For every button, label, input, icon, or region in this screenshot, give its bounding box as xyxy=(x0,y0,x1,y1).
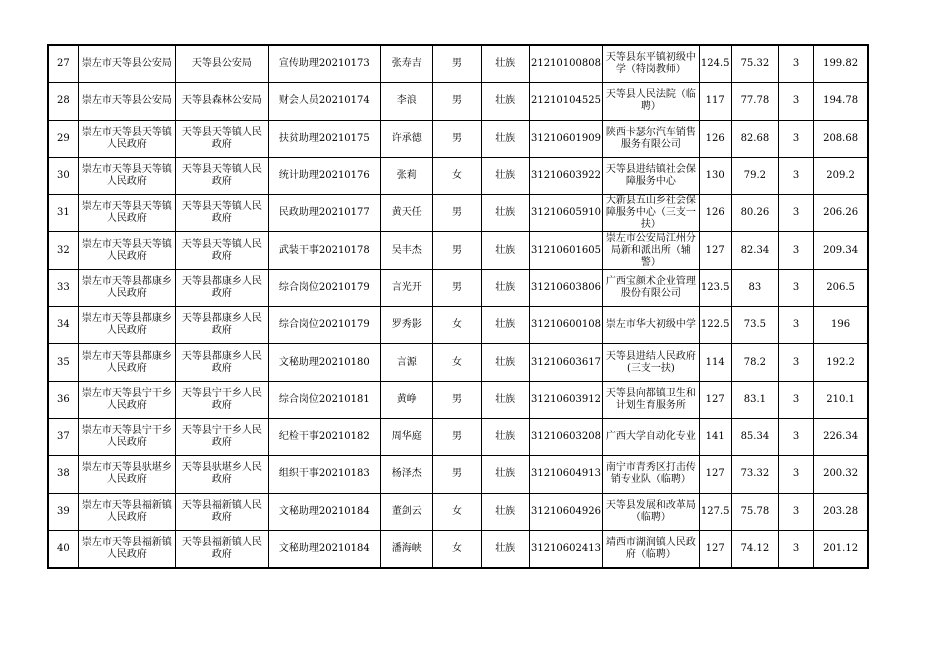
cell-total-score: 203.28 xyxy=(814,493,868,530)
cell-recruiting-unit: 崇左市天等县宁干乡人民政府 xyxy=(78,418,175,455)
cell-bonus-points: 3 xyxy=(779,269,814,306)
cell-written-score: 126 xyxy=(699,120,731,157)
cell-employing-unit: 天等县天等镇人民政府 xyxy=(176,157,268,194)
cell-gender: 男 xyxy=(433,381,481,418)
cell-row-number: 33 xyxy=(48,269,78,306)
cell-recruiting-unit: 崇左市天等县天等镇人民政府 xyxy=(78,157,175,194)
cell-employing-unit: 天等县宁干乡人民政府 xyxy=(176,418,268,455)
cell-exam-number: 31210601909 xyxy=(529,120,602,157)
cell-exam-number: 21210104525 xyxy=(529,83,602,120)
cell-exam-number: 31210605910 xyxy=(529,195,602,232)
cell-ethnicity: 壮族 xyxy=(481,232,529,269)
cell-row-number: 37 xyxy=(48,418,78,455)
cell-work-unit: 天等县东平镇初级中学（特岗教师） xyxy=(603,45,699,83)
cell-employing-unit: 天等县福新镇人民政府 xyxy=(176,530,268,568)
cell-total-score: 192.2 xyxy=(814,344,868,381)
cell-position-code: 文秘助理20210184 xyxy=(268,530,381,568)
cell-exam-number: 31210603208 xyxy=(529,418,602,455)
cell-position-code: 综合岗位20210179 xyxy=(268,307,381,344)
cell-gender: 男 xyxy=(433,418,481,455)
cell-exam-number: 31210603617 xyxy=(529,344,602,381)
cell-gender: 男 xyxy=(433,195,481,232)
cell-candidate-name: 潘海峡 xyxy=(381,530,433,568)
cell-position-code: 统计助理20210176 xyxy=(268,157,381,194)
cell-recruiting-unit: 崇左市天等县都康乡人民政府 xyxy=(78,269,175,306)
cell-employing-unit: 天等县都康乡人民政府 xyxy=(176,307,268,344)
cell-total-score: 209.2 xyxy=(814,157,868,194)
cell-candidate-name: 言光开 xyxy=(381,269,433,306)
table-row xyxy=(48,418,868,455)
cell-interview-score: 73.32 xyxy=(731,456,778,493)
cell-employing-unit: 天等县宁干乡人民政府 xyxy=(176,381,268,418)
cell-ethnicity: 壮族 xyxy=(481,120,529,157)
cell-written-score: 122.5 xyxy=(699,307,731,344)
cell-row-number: 27 xyxy=(48,45,78,83)
cell-recruiting-unit: 崇左市天等县都康乡人民政府 xyxy=(78,307,175,344)
cell-interview-score: 75.32 xyxy=(731,45,778,83)
cell-bonus-points: 3 xyxy=(779,493,814,530)
cell-employing-unit: 天等县福新镇人民政府 xyxy=(176,493,268,530)
table-row xyxy=(48,269,868,306)
cell-ethnicity: 壮族 xyxy=(481,530,529,568)
table-row xyxy=(48,530,868,568)
cell-row-number: 35 xyxy=(48,344,78,381)
cell-gender: 男 xyxy=(433,269,481,306)
cell-bonus-points: 3 xyxy=(779,195,814,232)
cell-gender: 女 xyxy=(433,493,481,530)
cell-candidate-name: 黄峥 xyxy=(381,381,433,418)
cell-candidate-name: 许承德 xyxy=(381,120,433,157)
cell-ethnicity: 壮族 xyxy=(481,307,529,344)
cell-work-unit: 陕西卡瑟尔汽车销售服务有限公司 xyxy=(603,120,699,157)
cell-gender: 女 xyxy=(433,344,481,381)
cell-exam-number: 31210603806 xyxy=(529,269,602,306)
cell-employing-unit: 天等县天等镇人民政府 xyxy=(176,195,268,232)
cell-ethnicity: 壮族 xyxy=(481,493,529,530)
cell-total-score: 196 xyxy=(814,307,868,344)
cell-candidate-name: 李浪 xyxy=(381,83,433,120)
cell-work-unit: 广西宝颜术企业管理股份有限公司 xyxy=(603,269,699,306)
cell-employing-unit: 天等县天等镇人民政府 xyxy=(176,232,268,269)
cell-position-code: 宣传助理20210173 xyxy=(268,45,381,83)
cell-recruiting-unit: 崇左市天等县天等镇人民政府 xyxy=(78,232,175,269)
cell-total-score: 226.34 xyxy=(814,418,868,455)
cell-ethnicity: 壮族 xyxy=(481,344,529,381)
cell-written-score: 130 xyxy=(699,157,731,194)
cell-ethnicity: 壮族 xyxy=(481,83,529,120)
cell-employing-unit: 天等县都康乡人民政府 xyxy=(176,269,268,306)
cell-work-unit: 广西大学自动化专业 xyxy=(603,418,699,455)
cell-bonus-points: 3 xyxy=(779,530,814,568)
cell-gender: 男 xyxy=(433,456,481,493)
cell-row-number: 40 xyxy=(48,530,78,568)
cell-total-score: 208.68 xyxy=(814,120,868,157)
cell-recruiting-unit: 崇左市天等县福新镇人民政府 xyxy=(78,530,175,568)
cell-exam-number: 31210604926 xyxy=(529,493,602,530)
cell-gender: 女 xyxy=(433,157,481,194)
cell-gender: 男 xyxy=(433,83,481,120)
cell-work-unit: 天等县进结人民政府(三支一扶) xyxy=(603,344,699,381)
cell-interview-score: 82.34 xyxy=(731,232,778,269)
cell-row-number: 30 xyxy=(48,157,78,194)
cell-row-number: 38 xyxy=(48,456,78,493)
cell-interview-score: 79.2 xyxy=(731,157,778,194)
cell-written-score: 126 xyxy=(699,195,731,232)
cell-position-code: 武装干事20210178 xyxy=(268,232,381,269)
cell-work-unit: 天等县人民法院（临聘） xyxy=(603,83,699,120)
cell-recruiting-unit: 崇左市天等县天等镇人民政府 xyxy=(78,120,175,157)
cell-candidate-name: 言源 xyxy=(381,344,433,381)
cell-total-score: 206.26 xyxy=(814,195,868,232)
cell-position-code: 综合岗位20210181 xyxy=(268,381,381,418)
cell-employing-unit: 天等县森林公安局 xyxy=(176,83,268,120)
cell-candidate-name: 张寿吉 xyxy=(381,45,433,83)
cell-ethnicity: 壮族 xyxy=(481,195,529,232)
cell-candidate-name: 周华庭 xyxy=(381,418,433,455)
table-body xyxy=(48,45,868,568)
cell-written-score: 123.5 xyxy=(699,269,731,306)
table-row xyxy=(48,493,868,530)
cell-candidate-name: 吴丰杰 xyxy=(381,232,433,269)
cell-interview-score: 78.2 xyxy=(731,344,778,381)
cell-written-score: 127 xyxy=(699,232,731,269)
cell-exam-number: 31210603922 xyxy=(529,157,602,194)
cell-ethnicity: 壮族 xyxy=(481,418,529,455)
cell-position-code: 文秘助理20210180 xyxy=(268,344,381,381)
cell-total-score: 199.82 xyxy=(814,45,868,83)
cell-gender: 男 xyxy=(433,232,481,269)
cell-recruiting-unit: 崇左市天等县福新镇人民政府 xyxy=(78,493,175,530)
cell-position-code: 民政助理20210177 xyxy=(268,195,381,232)
table-row xyxy=(48,83,868,120)
cell-written-score: 127.5 xyxy=(699,493,731,530)
cell-written-score: 114 xyxy=(699,344,731,381)
cell-work-unit: 天等县发展和改革局（临聘） xyxy=(603,493,699,530)
cell-bonus-points: 3 xyxy=(779,418,814,455)
cell-total-score: 209.34 xyxy=(814,232,868,269)
cell-row-number: 34 xyxy=(48,307,78,344)
cell-ethnicity: 壮族 xyxy=(481,456,529,493)
cell-recruiting-unit: 崇左市天等县宁干乡人民政府 xyxy=(78,381,175,418)
cell-exam-number: 31210601605 xyxy=(529,232,602,269)
cell-row-number: 39 xyxy=(48,493,78,530)
cell-recruiting-unit: 崇左市天等县驮堪乡人民政府 xyxy=(78,456,175,493)
cell-gender: 男 xyxy=(433,45,481,83)
cell-written-score: 124.5 xyxy=(699,45,731,83)
cell-ethnicity: 壮族 xyxy=(481,381,529,418)
cell-bonus-points: 3 xyxy=(779,120,814,157)
cell-candidate-name: 黄天任 xyxy=(381,195,433,232)
cell-employing-unit: 天等县公安局 xyxy=(176,45,268,83)
table-row xyxy=(48,307,868,344)
cell-written-score: 127 xyxy=(699,456,731,493)
cell-recruiting-unit: 崇左市天等县公安局 xyxy=(78,45,175,83)
cell-bonus-points: 3 xyxy=(779,232,814,269)
cell-position-code: 财会人员20210174 xyxy=(268,83,381,120)
cell-exam-number: 31210603912 xyxy=(529,381,602,418)
cell-employing-unit: 天等县都康乡人民政府 xyxy=(176,344,268,381)
cell-position-code: 纪检干事20210182 xyxy=(268,418,381,455)
cell-interview-score: 80.26 xyxy=(731,195,778,232)
cell-row-number: 28 xyxy=(48,83,78,120)
table-row xyxy=(48,381,868,418)
cell-recruiting-unit: 崇左市天等县都康乡人民政府 xyxy=(78,344,175,381)
cell-work-unit: 天等县向都镇卫生和计划生育服务所 xyxy=(603,381,699,418)
cell-total-score: 194.78 xyxy=(814,83,868,120)
cell-interview-score: 83 xyxy=(731,269,778,306)
cell-bonus-points: 3 xyxy=(779,307,814,344)
cell-interview-score: 77.78 xyxy=(731,83,778,120)
cell-interview-score: 85.34 xyxy=(731,418,778,455)
cell-exam-number: 31210600108 xyxy=(529,307,602,344)
cell-exam-number: 31210604913 xyxy=(529,456,602,493)
table-row xyxy=(48,120,868,157)
cell-gender: 女 xyxy=(433,307,481,344)
cell-total-score: 200.32 xyxy=(814,456,868,493)
cell-ethnicity: 壮族 xyxy=(481,157,529,194)
cell-employing-unit: 天等县驮堪乡人民政府 xyxy=(176,456,268,493)
cell-written-score: 117 xyxy=(699,83,731,120)
cell-work-unit: 天等县进结镇社会保障服务中心 xyxy=(603,157,699,194)
table-row xyxy=(48,456,868,493)
cell-interview-score: 73.5 xyxy=(731,307,778,344)
cell-ethnicity: 壮族 xyxy=(481,45,529,83)
cell-work-unit: 大新县五山乡社会保障服务中心（三支一扶） xyxy=(603,195,699,232)
cell-candidate-name: 罗秀影 xyxy=(381,307,433,344)
cell-gender: 女 xyxy=(433,530,481,568)
table-row xyxy=(48,45,868,83)
table-row xyxy=(48,157,868,194)
cell-bonus-points: 3 xyxy=(779,83,814,120)
cell-recruiting-unit: 崇左市天等县公安局 xyxy=(78,83,175,120)
cell-bonus-points: 3 xyxy=(779,456,814,493)
cell-total-score: 201.12 xyxy=(814,530,868,568)
cell-written-score: 141 xyxy=(699,418,731,455)
results-table xyxy=(47,44,869,569)
table-row xyxy=(48,344,868,381)
cell-row-number: 32 xyxy=(48,232,78,269)
cell-interview-score: 75.78 xyxy=(731,493,778,530)
cell-written-score: 127 xyxy=(699,530,731,568)
cell-bonus-points: 3 xyxy=(779,344,814,381)
cell-position-code: 文秘助理20210184 xyxy=(268,493,381,530)
cell-interview-score: 82.68 xyxy=(731,120,778,157)
table-row xyxy=(48,232,868,269)
cell-work-unit: 崇左市华大初级中学 xyxy=(603,307,699,344)
cell-work-unit: 靖西市湖润镇人民政府（临聘） xyxy=(603,530,699,568)
cell-row-number: 36 xyxy=(48,381,78,418)
cell-exam-number: 31210602413 xyxy=(529,530,602,568)
cell-total-score: 206.5 xyxy=(814,269,868,306)
cell-work-unit: 南宁市青秀区打击传销专业队（临聘） xyxy=(603,456,699,493)
cell-ethnicity: 壮族 xyxy=(481,269,529,306)
cell-bonus-points: 3 xyxy=(779,45,814,83)
cell-employing-unit: 天等县天等镇人民政府 xyxy=(176,120,268,157)
cell-position-code: 综合岗位20210179 xyxy=(268,269,381,306)
cell-row-number: 29 xyxy=(48,120,78,157)
cell-recruiting-unit: 崇左市天等县天等镇人民政府 xyxy=(78,195,175,232)
cell-interview-score: 83.1 xyxy=(731,381,778,418)
cell-exam-number: 21210100808 xyxy=(529,45,602,83)
cell-row-number: 31 xyxy=(48,195,78,232)
cell-position-code: 组织干事20210183 xyxy=(268,456,381,493)
cell-bonus-points: 3 xyxy=(779,157,814,194)
cell-candidate-name: 董剑云 xyxy=(381,493,433,530)
cell-candidate-name: 张莉 xyxy=(381,157,433,194)
cell-interview-score: 74.12 xyxy=(731,530,778,568)
cell-work-unit: 崇左市公安局江州分局新和派出所（辅警） xyxy=(603,232,699,269)
cell-bonus-points: 3 xyxy=(779,381,814,418)
table-row xyxy=(48,195,868,232)
cell-written-score: 127 xyxy=(699,381,731,418)
cell-gender: 男 xyxy=(433,120,481,157)
cell-position-code: 扶贫助理20210175 xyxy=(268,120,381,157)
cell-candidate-name: 杨泽杰 xyxy=(381,456,433,493)
cell-total-score: 210.1 xyxy=(814,381,868,418)
